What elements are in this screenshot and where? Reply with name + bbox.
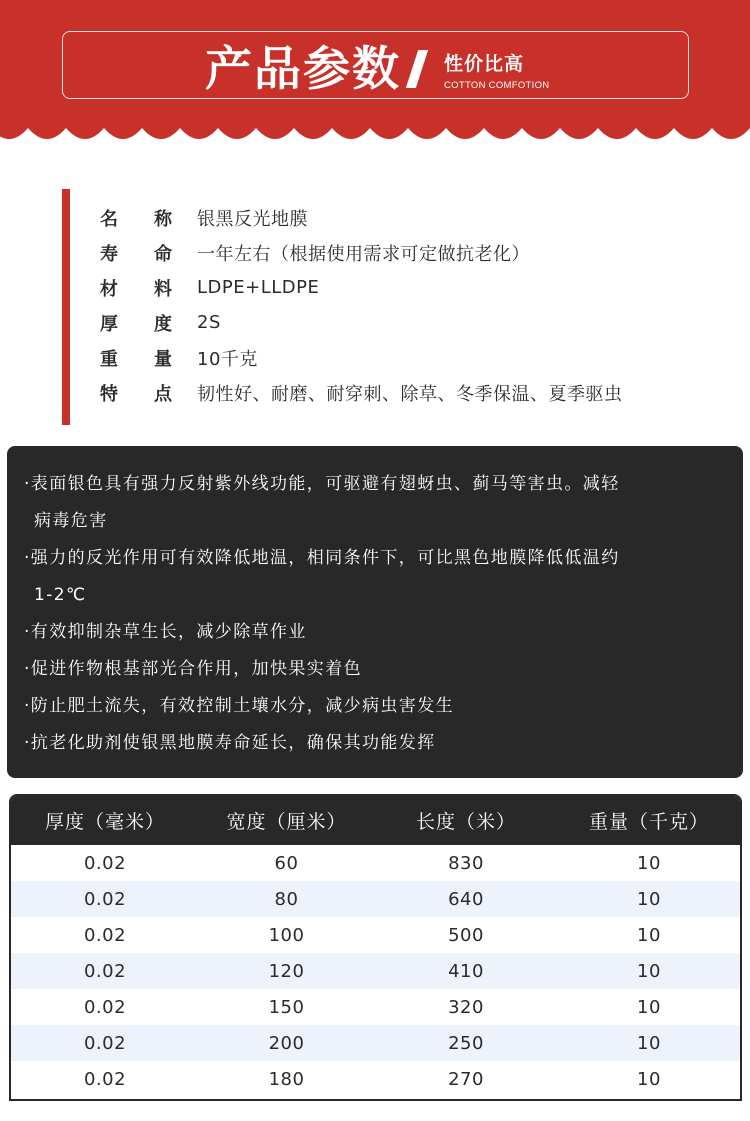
- column-header-length: 长度（米）: [415, 811, 516, 833]
- spec-row-lifespan: [100, 235, 730, 270]
- spec-value: 2S: [197, 312, 221, 333]
- page-title: 产品参数: [205, 42, 401, 97]
- spec-row-thickness: [100, 305, 730, 340]
- table-cell: 10: [637, 1032, 661, 1054]
- table-cell: 500: [448, 924, 484, 946]
- table-cell: 320: [448, 996, 484, 1018]
- spec-label: 寿 命: [100, 243, 172, 265]
- feature-item-continuation: 病毒危害: [34, 511, 108, 531]
- spec-value: 一年左右（根据使用需求可定做抗老化）: [197, 243, 530, 265]
- table-cell: 10: [637, 852, 661, 874]
- table-row: [11, 989, 740, 1025]
- spec-label: 厚 度: [100, 313, 172, 335]
- spec-row-name: [100, 200, 730, 235]
- table-cell: 0.02: [83, 852, 127, 874]
- table-cell: 10: [637, 996, 661, 1018]
- table-cell: 0.02: [83, 960, 127, 982]
- table-row: [11, 845, 740, 881]
- table-cell: 0.02: [83, 996, 127, 1018]
- table-header: [11, 796, 740, 845]
- table-cell: 80: [274, 888, 299, 910]
- spec-value: 银黑反光地膜: [197, 208, 308, 230]
- feature-item: ·防止肥土流失，有效控制土壤水分，减少病虫害发生: [24, 696, 455, 716]
- table-cell: 830: [448, 852, 484, 874]
- table-cell: 10: [637, 960, 661, 982]
- table-cell: 10: [637, 924, 661, 946]
- column-header-weight: 重量（千克）: [588, 811, 709, 833]
- table-cell: 270: [448, 1068, 484, 1090]
- table-row: [11, 953, 740, 989]
- spec-list: [100, 200, 730, 410]
- table-row: [11, 917, 740, 953]
- table-cell: 10: [637, 1068, 661, 1090]
- spec-table: [9, 794, 742, 1101]
- spec-value: 10千克: [197, 348, 258, 370]
- features-panel: [7, 446, 743, 778]
- spec-label: 材 料: [100, 278, 172, 300]
- table-cell: 0.02: [83, 1068, 127, 1090]
- feature-item: ·抗老化助剂使银黑地膜寿命延长，确保其功能发挥: [24, 733, 436, 753]
- feature-item: ·促进作物根基部光合作用，加快果实着色: [24, 659, 363, 679]
- table-cell: 250: [448, 1032, 484, 1054]
- table-cell: 0.02: [83, 1032, 127, 1054]
- table-cell: 120: [268, 960, 305, 982]
- table-cell: 60: [274, 852, 299, 874]
- table-cell: 200: [268, 1032, 305, 1054]
- spec-value: 韧性好、耐磨、耐穿刺、除草、冬季保温、夏季驱虫: [197, 383, 623, 405]
- table-cell: 0.02: [83, 924, 127, 946]
- page-subtitle-english: COTTON COMFOTION: [444, 80, 550, 91]
- table-row: [11, 1061, 740, 1097]
- header-banner: [0, 0, 750, 150]
- table-cell: 100: [268, 924, 305, 946]
- page-subtitle: 性价比高: [444, 53, 525, 75]
- table-cell: 150: [268, 996, 305, 1018]
- table-row: [11, 881, 740, 917]
- spec-row-weight: [100, 340, 730, 375]
- table-cell: 0.02: [83, 888, 127, 910]
- spec-row-material: [100, 270, 730, 305]
- spec-label: 名 称: [100, 208, 172, 230]
- feature-item: ·强力的反光作用可有效降低地温，相同条件下，可比黑色地膜降低低温约: [24, 548, 620, 568]
- column-header-width: 宽度（厘米）: [226, 811, 347, 833]
- spec-label: 重 量: [100, 348, 172, 370]
- table-cell: 640: [448, 888, 484, 910]
- table-cell: 10: [637, 888, 661, 910]
- spec-label: 特 点: [100, 383, 172, 405]
- table-row: [11, 1025, 740, 1061]
- spec-row-features: [100, 375, 730, 410]
- table-cell: 180: [268, 1068, 305, 1090]
- feature-item: ·表面银色具有强力反射紫外线功能，可驱避有翅蚜虫、蓟马等害虫。减轻: [24, 474, 620, 494]
- spec-accent-bar: [62, 189, 70, 425]
- feature-item: ·有效抑制杂草生长，减少除草作业: [24, 622, 307, 642]
- column-header-thickness: 厚度（毫米）: [44, 811, 165, 833]
- table-cell: 410: [448, 960, 484, 982]
- feature-item-continuation: 1-2℃: [34, 585, 87, 605]
- spec-value: LDPE+LLDPE: [197, 277, 320, 298]
